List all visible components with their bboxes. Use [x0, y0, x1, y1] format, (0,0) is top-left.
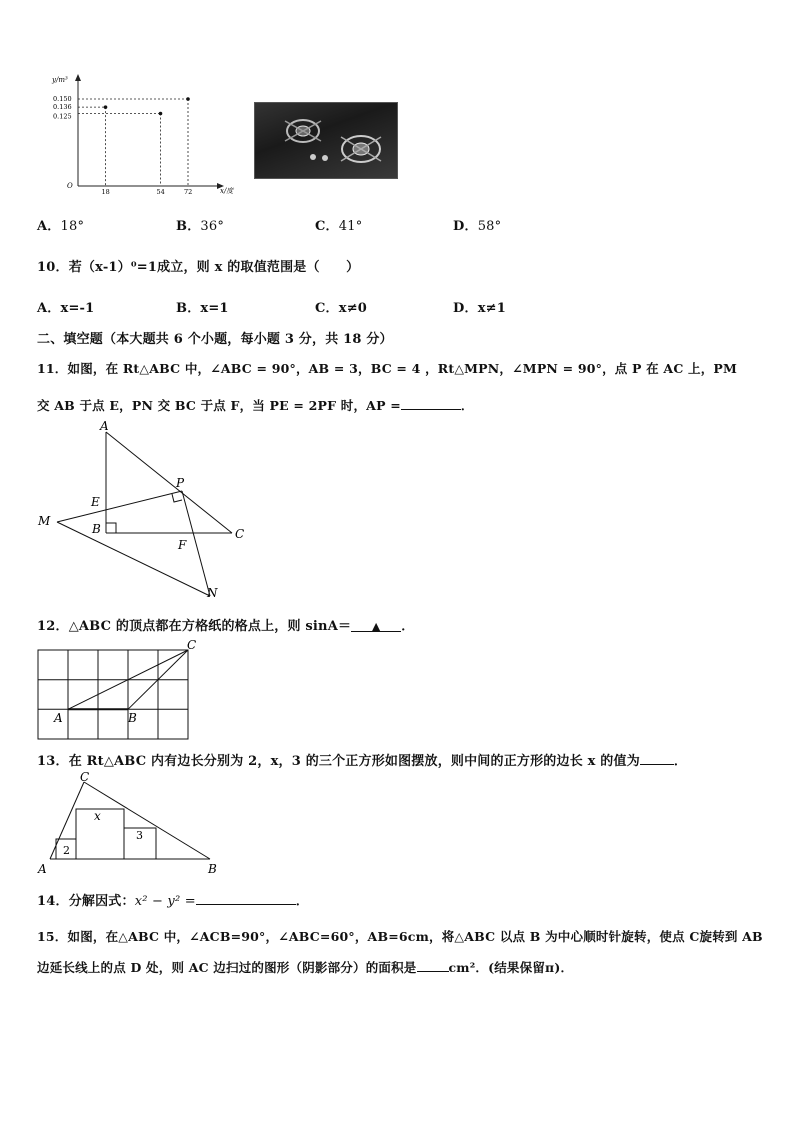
- q11-label-f: F: [178, 538, 187, 552]
- q11-label-n: N: [207, 586, 218, 600]
- q13-label-b: B: [208, 862, 217, 876]
- q11-label-m: M: [38, 514, 51, 528]
- origin-label: O: [67, 182, 73, 190]
- q13-label-a: A: [38, 862, 47, 876]
- data-point-1: [159, 112, 163, 116]
- data-point-2: [186, 97, 190, 101]
- q9-option-c[interactable]: C．41°: [315, 219, 363, 234]
- q14-stem: 14．分解因式：x² − y² = ．: [37, 894, 309, 909]
- q11-label-p: P: [176, 476, 185, 490]
- q11-answer-blank[interactable]: [401, 397, 461, 410]
- y-axis-label: y/m³: [52, 76, 68, 84]
- q13-label-2: 2: [63, 844, 70, 857]
- q9-chart: [40, 70, 270, 200]
- x-tick-label-0: 18: [101, 188, 110, 196]
- q13-answer-blank[interactable]: [640, 752, 674, 765]
- q9-option-b[interactable]: B．36°: [176, 219, 225, 234]
- q11-figure: [30, 418, 270, 600]
- q11-label-c: C: [235, 527, 245, 541]
- q10-option-b[interactable]: B．x=1: [176, 301, 229, 316]
- q12-grid-figure: [30, 636, 210, 742]
- x-tick-label-2: 72: [184, 188, 193, 196]
- q13-label-3: 3: [136, 829, 143, 842]
- q11-label-a: A: [100, 419, 109, 433]
- y-axis-arrow: [75, 74, 81, 81]
- q15-answer-blank[interactable]: [417, 959, 449, 972]
- q11-line1: 11．如图，在 Rt△ABC 中，∠ABC = 90°，AB = 3，BC = 4 ，Rt△MPN，∠MPN = 90°，点 P 在 AC 上，PM: [37, 361, 738, 376]
- y-tick-label-1: 0.136: [53, 103, 72, 112]
- q12-label-c: C: [187, 638, 197, 652]
- q15-line2: 边延长线上的点 D 处，则 AC 边扫过的图形（阴影部分）的面积是 cm²．(结果保留π)．: [37, 960, 574, 975]
- q12-stem: 12．△ABC 的顶点都在方格纸的格点上，则 sinA＝ ▲ ．: [37, 619, 415, 634]
- x-axis-label: x/度: [220, 187, 234, 195]
- gas-stove-photo: [254, 102, 398, 179]
- q13-stem: 13．在 Rt△ABC 内有边长分别为 2，x，3 的三个正方形如图摆放，则中间的正方形的边长 x 的值为 ．: [37, 754, 688, 769]
- q12-label-b: B: [128, 711, 137, 725]
- q10-option-c[interactable]: C．x≠0: [315, 301, 368, 316]
- q11-line2: 交 AB 于点 E，PN 交 BC 于点 F，当 PE = 2PF 时，AP = ．: [37, 398, 474, 413]
- q11-label-b: B: [92, 522, 101, 536]
- q13-figure: [30, 768, 230, 878]
- data-point-0: [104, 105, 108, 109]
- q13-label-c: C: [80, 770, 90, 784]
- y-tick-label-0: 0.150: [53, 95, 72, 103]
- q10-option-d[interactable]: D．x≠1: [453, 301, 506, 316]
- x-tick-label-1: 54: [156, 188, 165, 196]
- q9-option-d[interactable]: D．58°: [453, 219, 502, 234]
- q15-line1: 15．如图，在△ABC 中，∠ACB=90°，∠ABC=60°，AB=6cm，将△ABC 以点 B 为中心顺时针旋转，使点 C旋转到 AB: [37, 929, 763, 944]
- q9-option-a[interactable]: A．18°: [37, 219, 85, 234]
- section-heading-fill-in: 二、填空题（本大题共 6 个小题，每小题 3 分，共 18 分）: [37, 332, 393, 347]
- y-tick-label-2: 0.125: [53, 112, 72, 121]
- q10-stem: 10．若（x-1）⁰=1成立，则 x 的取值范围是（ ）: [37, 260, 360, 275]
- q11-label-e: E: [91, 495, 100, 509]
- q14-answer-blank[interactable]: [196, 892, 296, 905]
- q12-label-a: A: [54, 711, 63, 725]
- q13-label-x: x: [94, 809, 101, 823]
- q10-option-a[interactable]: A．x=-1: [37, 301, 95, 316]
- q12-answer-blank[interactable]: ▲: [351, 619, 401, 632]
